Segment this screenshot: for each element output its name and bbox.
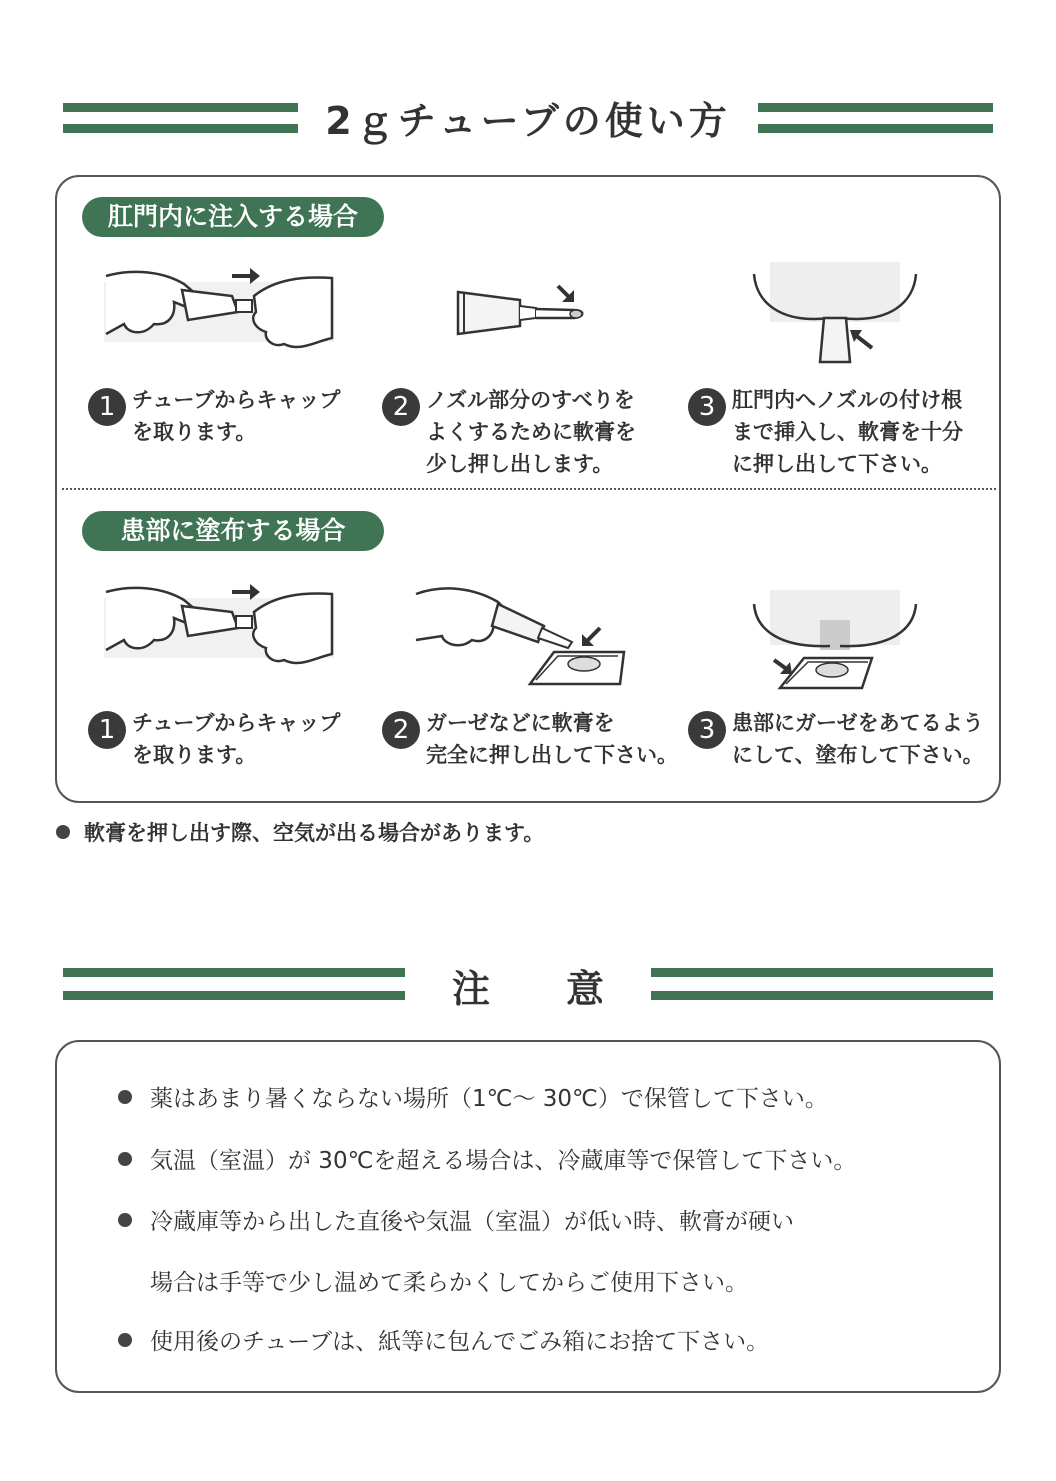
step-number: 3 <box>688 388 726 426</box>
illus-remove-cap-2 <box>104 578 334 678</box>
step-text: チューブからキャップ を取ります。 <box>132 388 341 444</box>
step-number: 2 <box>382 711 420 749</box>
bullet-icon <box>56 825 70 839</box>
anal-step-1 <box>88 384 340 448</box>
illus-apply-affected <box>750 590 920 690</box>
step-number: 3 <box>688 711 726 749</box>
illus-insert-nozzle <box>750 262 920 372</box>
affected-label: 患部に塗布する場合 <box>82 511 384 551</box>
step-text: ノズル部分のすべりを よくするために軟膏を 少し押し出します。 <box>426 388 636 476</box>
step-number: 1 <box>88 388 126 426</box>
caution-rule-right-top <box>651 968 993 977</box>
anal-step-3 <box>688 384 963 480</box>
caution-item <box>118 1142 856 1175</box>
step-text: 肛門内へノズルの付け根 まで挿入し、軟膏を十分 に押し出して下さい。 <box>732 388 963 476</box>
caution-item <box>118 1323 769 1356</box>
caution-item <box>118 1203 794 1236</box>
caution-text: 使用後のチューブは、紙等に包んでごみ箱にお捨て下さい。 <box>150 1329 770 1355</box>
caution-rule-left-top <box>63 968 405 977</box>
bullet-icon <box>118 1213 132 1227</box>
anal-label: 肛門内に注入する場合 <box>82 197 384 237</box>
section-divider <box>62 488 996 490</box>
bullet-icon <box>118 1333 132 1347</box>
illus-squeeze-ointment <box>450 282 600 352</box>
caution-item <box>118 1080 828 1113</box>
step-text: チューブからキャップ を取ります。 <box>132 711 341 767</box>
caution-text: 気温（室温）が 30℃を超える場合は、冷蔵庫等で保管して下さい。 <box>150 1148 857 1174</box>
illus-apply-gauze <box>414 580 634 690</box>
illus-remove-cap-1 <box>104 262 334 362</box>
step-number: 2 <box>382 388 420 426</box>
title-rule-right-bottom <box>758 124 993 133</box>
step-text: ガーゼなどに軟膏を 完全に押し出して下さい。 <box>426 711 678 767</box>
caution-continuation: 場合は手等で少し温めて柔らかくしてからご使用下さい。 <box>150 1270 748 1296</box>
air-note <box>56 817 544 847</box>
section-title-caution: 注 意 <box>451 967 604 1011</box>
caution-rule-left-bottom <box>63 991 405 1000</box>
affected-step-1 <box>88 707 340 771</box>
title-rule-left-top <box>63 103 298 112</box>
step-text: 患部にガーゼをあてるよう にして、塗布して下さい。 <box>732 711 984 767</box>
bullet-icon <box>118 1152 132 1166</box>
bullet-icon <box>118 1090 132 1104</box>
step-number: 1 <box>88 711 126 749</box>
caution-rule-right-bottom <box>651 991 993 1000</box>
affected-step-2 <box>382 707 678 771</box>
caution-text: 薬はあまり暑くならない場所（1℃～ 30℃）で保管して下さい。 <box>150 1086 828 1112</box>
title-rule-left-bottom <box>63 124 298 133</box>
anal-step-2 <box>382 384 636 480</box>
section-title-usage: 2ｇチューブの使い方 <box>325 99 731 143</box>
title-rule-right-top <box>758 103 993 112</box>
air-note-text: 軟膏を押し出す際、空気が出る場合があります。 <box>84 821 545 845</box>
affected-step-3 <box>688 707 984 771</box>
caution-text: 冷蔵庫等から出した直後や気温（室温）が低い時、軟膏が硬い <box>150 1209 794 1235</box>
